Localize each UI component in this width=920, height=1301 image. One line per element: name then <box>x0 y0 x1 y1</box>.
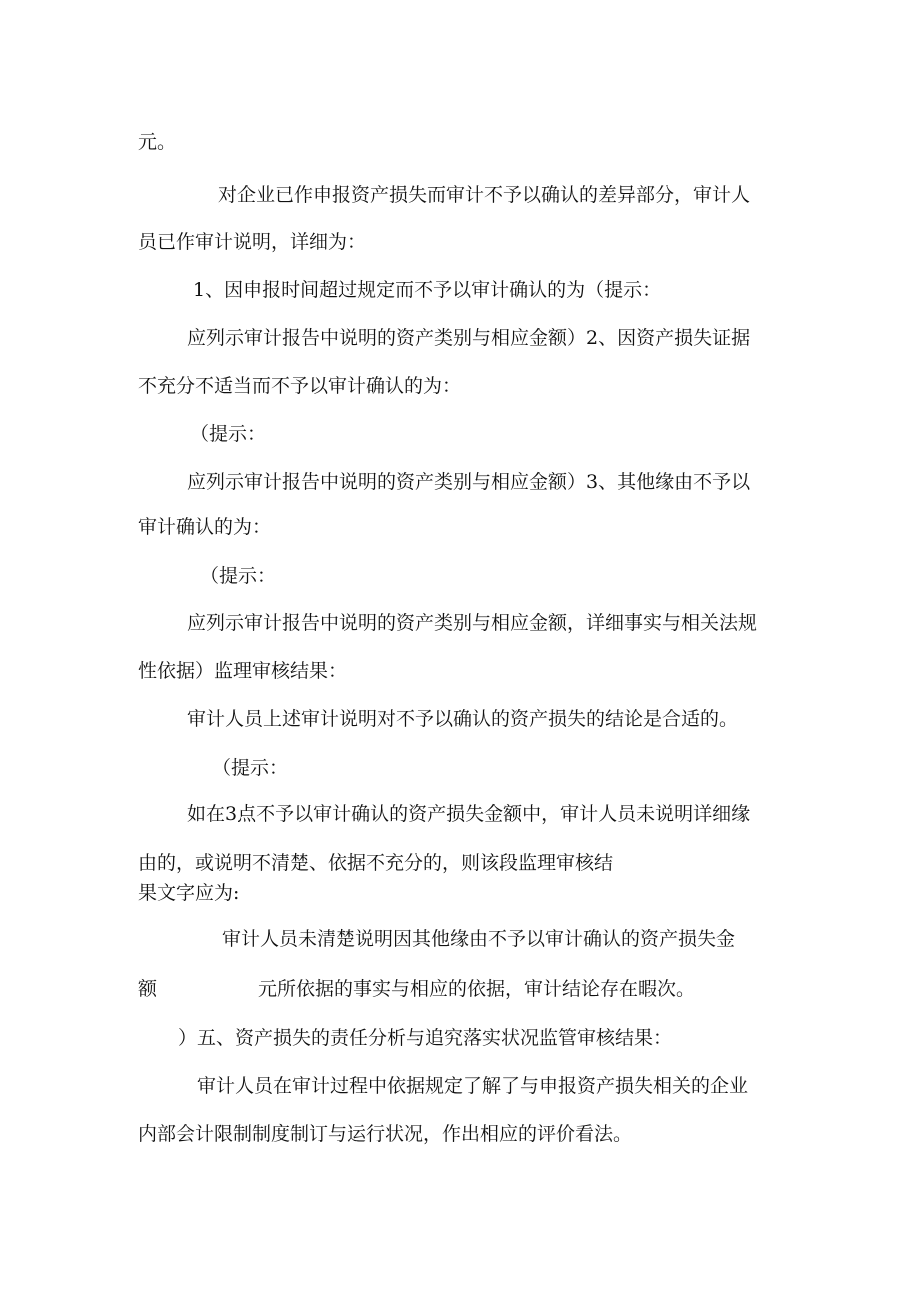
text-line: 审计确认的为： <box>138 516 272 538</box>
hint-label: （提示： <box>212 757 289 779</box>
text-line: 审计人员未清楚说明因其他缘由不予以审计确认的资产损失金 <box>222 928 736 950</box>
hint-label: （提示： <box>190 423 267 445</box>
text-line: 员已作审计说明，详细为： <box>138 231 367 253</box>
hint-label: （提示： <box>200 565 277 587</box>
text-line: 应列示审计报告中说明的资产类别与相应金额）2、因资产损失证据 <box>187 327 751 349</box>
text-line: 元所依据的事实与相应的依据，审计结论存在暇次。 <box>258 978 696 1000</box>
text-line: 不充分不适当而不予以审计确认的为： <box>138 375 462 397</box>
text-line: 审计人员在审计过程中依据规定了解了与申报资产损失相关的企业 <box>197 1075 749 1097</box>
text-line: 性依据）监理审核结果： <box>138 660 348 682</box>
text-line: 审计人员上述审计说明对不予以确认的资产损失的结论是合适的。 <box>187 708 739 730</box>
text-line: 果文字应为: <box>138 882 240 904</box>
text-line: 由的，或说明不清楚、依据不充分的，则该段监理审核结 <box>138 852 614 874</box>
section-heading: ）五、资产损失的责任分析与追究落实状况监管审核结果： <box>178 1027 673 1049</box>
list-item-1: 1、因申报时间超过规定而不予以审计确认的为（提示： <box>193 279 662 301</box>
text-line: 应列示审计报告中说明的资产类别与相应金额）3、其他缘由不予以 <box>187 471 751 493</box>
text-line: 应列示审计报告中说明的资产类别与相应金额，详细事实与相关法规 <box>187 612 758 634</box>
text-line: 内部会计限制制度制订与运行状况，作出相应的评价看法。 <box>138 1123 633 1145</box>
text-line: 额 <box>138 978 158 1000</box>
text-line: 元。 <box>138 131 177 153</box>
text-line: 如在3点不予以审计确认的资产损失金额中，审计人员未说明详细缘 <box>187 803 751 825</box>
text-line: 对企业已作申报资产损失而审计不予以确认的差异部分，审计人 <box>218 184 751 206</box>
